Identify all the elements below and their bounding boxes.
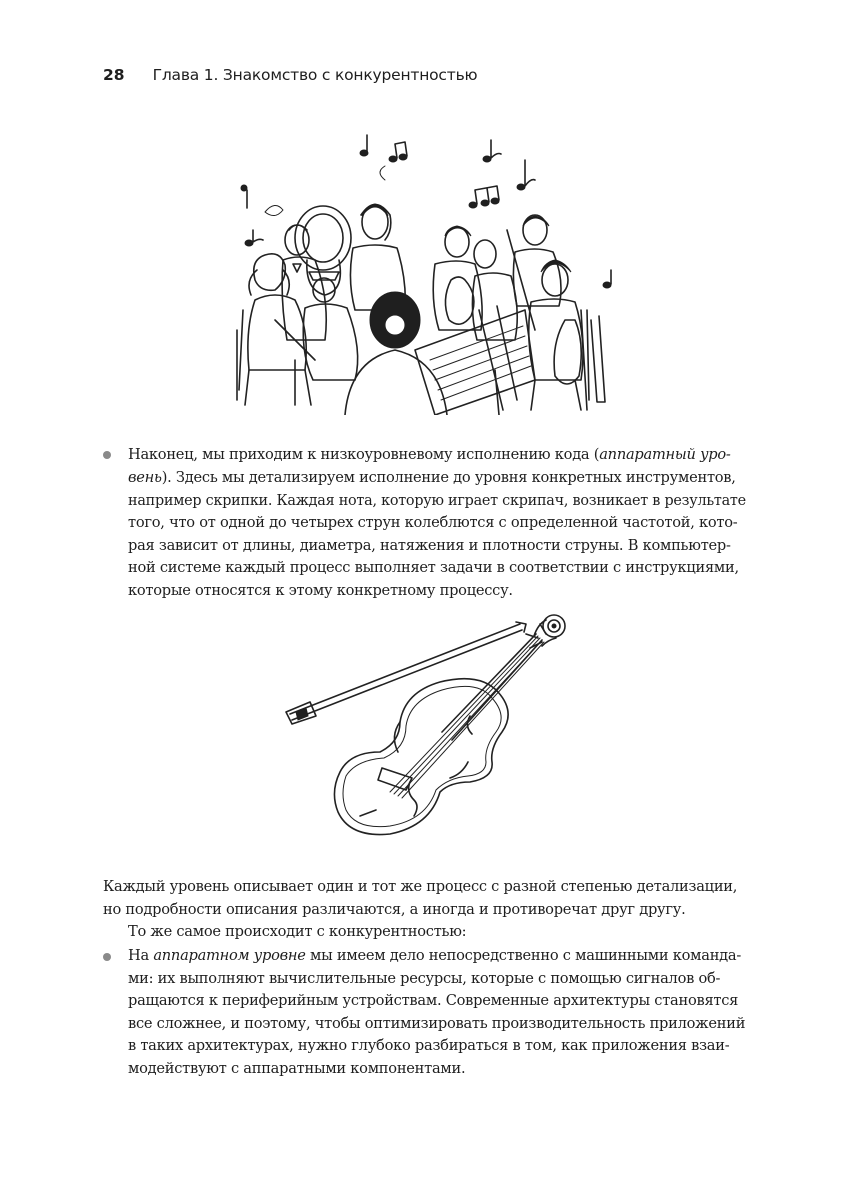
emphasis: аппаратном уровне [153,947,306,964]
violin-body-icon [334,679,508,835]
music-notes-icon [241,135,611,288]
text-line: но подробности описания различаются, а иногда и противоречат друг другу. [103,901,686,918]
violin-illustration [280,612,580,844]
page-number: 28 [103,66,125,84]
orchestra-illustration [235,130,625,415]
page-header [103,66,477,90]
text-line: модействуют с аппаратными компонентами. [128,1060,466,1077]
musician-hat-icon [303,272,357,380]
text-line: На аппаратном уровне мы имеем дело непосредственно с машинными команда- [128,947,742,964]
text-line: все сложнее, и поэтому, чтобы оптимизировать производительность приложений [128,1015,746,1032]
text-line: Каждый уровень описывает один и тот же процесс с разной степенью детализации, [103,878,738,895]
violin-neck-icon [360,634,544,816]
emphasis: аппаратный уро- [599,446,731,463]
text-line: того, что от одной до четырех струн колеблются с определенной частотой, кото- [128,514,738,531]
text-line: вень). Здесь мы детализируем исполнение до уровня конкретных инструментов, [128,469,736,486]
chapter-title: Глава 1. Знакомство с конкурентностью [152,66,478,84]
text-line: рая зависит от длины, диаметра, натяжения и плотности струны. В компьютер- [128,537,731,554]
text-line: ной системе каждый процесс выполняет задачи в соответствии с инструкциями, [128,559,739,576]
emphasis: вень [128,469,162,486]
bullet-marker [103,953,111,961]
bullet-marker [103,451,111,459]
text-line: Наконец, мы приходим к низкоуровневому исполнению кода (аппаратный уро- [128,446,731,463]
text-line: в таких архитектурах, нужно глубоко разбираться в том, как приложения взаи- [128,1037,730,1054]
tuba-icon [295,206,351,295]
violin-bow-icon [286,622,526,724]
text-line: которые относятся к этому конкретному процессу. [128,582,513,599]
text-line: То же самое происходит с конкурентностью: [128,923,467,940]
text-line: например скрипки. Каждая нота, которую играет скрипач, возникает в результате [128,492,746,509]
text-line: ми: их выполняют вычислительные ресурсы, которые с помощью сигналов об- [128,970,721,987]
text-line: ращаются к периферийным устройствам. Современные архитектуры становятся [128,992,739,1009]
